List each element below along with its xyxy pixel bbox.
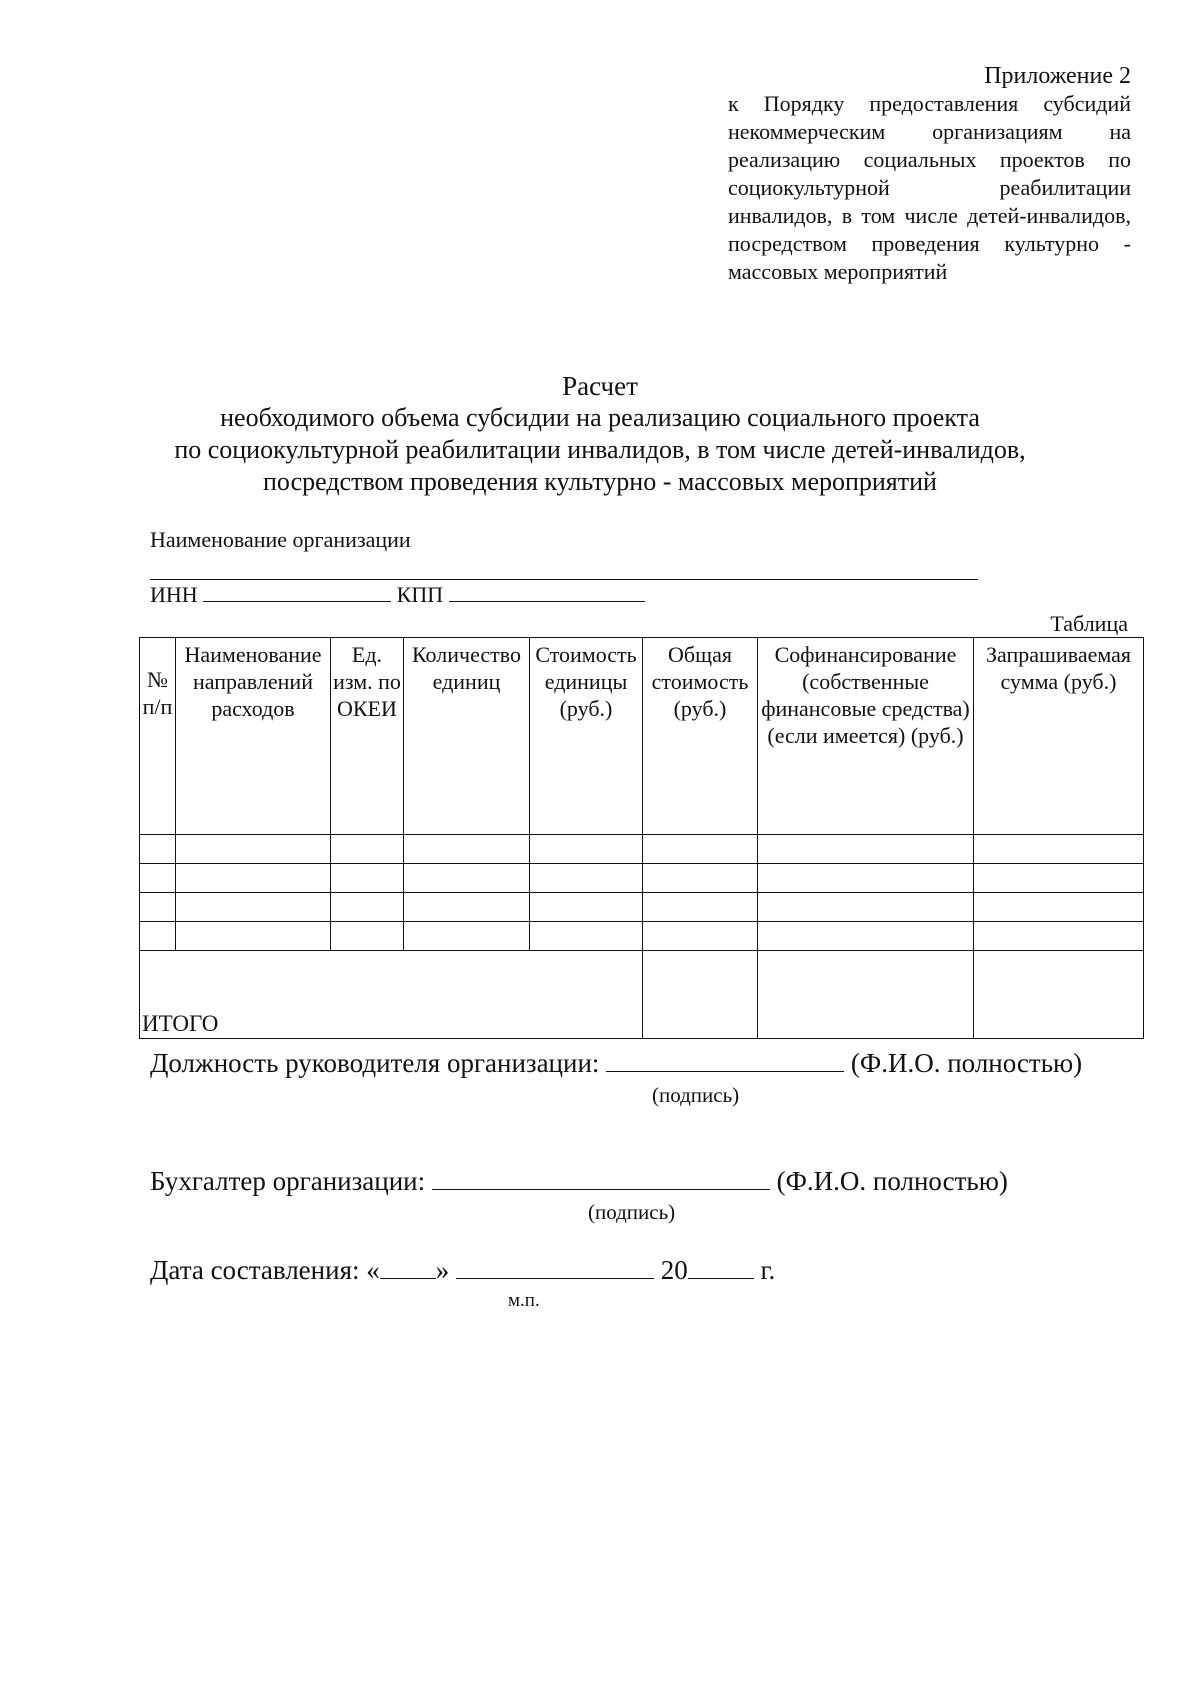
accountant-label: Бухгалтер организации:	[150, 1166, 426, 1196]
table-cell[interactable]	[176, 864, 331, 893]
total-cost-cell[interactable]	[643, 951, 758, 1039]
table-cell[interactable]	[974, 864, 1144, 893]
header-unit-cost: Стоимость единицы (руб.)	[530, 638, 643, 835]
head-signature-blank	[606, 1070, 844, 1072]
date-label: Дата составления: «	[150, 1255, 380, 1285]
year-prefix: 20	[660, 1255, 688, 1285]
expense-table	[139, 637, 1144, 1039]
header-requested-amount: Запрашиваемая сумма (руб.)	[974, 638, 1144, 835]
year-blank	[688, 1277, 754, 1279]
table-row	[140, 864, 1144, 893]
head-signature-hint: (подпись)	[652, 1083, 740, 1107]
table-cell[interactable]	[643, 922, 758, 951]
head-signature-line	[150, 1048, 1082, 1079]
title-line-1: Расчет	[562, 371, 638, 401]
table-cell[interactable]	[176, 893, 331, 922]
date-line	[150, 1255, 775, 1286]
table-cell[interactable]	[530, 835, 643, 864]
month-blank	[456, 1277, 654, 1279]
total-cofinancing-cell[interactable]	[758, 951, 974, 1039]
table-row	[140, 835, 1144, 864]
table-cell[interactable]	[404, 835, 530, 864]
header-number: № п/п	[140, 638, 176, 835]
table-cell[interactable]	[974, 835, 1144, 864]
table-cell[interactable]	[530, 922, 643, 951]
accountant-name-suffix: (Ф.И.О. полностью)	[776, 1166, 1008, 1196]
accountant-signature-hint: (подпись)	[588, 1200, 676, 1224]
stamp-hint: м.п.	[508, 1290, 540, 1311]
appendix-header	[728, 62, 1131, 286]
org-name-label: Наименование организации	[150, 527, 411, 552]
header-unit: Ед. изм. по ОКЕИ	[331, 638, 404, 835]
accountant-signature-line	[150, 1166, 1008, 1197]
title-line-2: необходимого объема субсидии на реализацию социального проекта	[220, 403, 980, 432]
table-cell[interactable]	[974, 922, 1144, 951]
inn-blank	[203, 600, 391, 602]
document-title	[120, 370, 1080, 498]
table-cell[interactable]	[643, 835, 758, 864]
table-cell[interactable]	[758, 835, 974, 864]
table-cell[interactable]	[404, 893, 530, 922]
accountant-signature-blank	[432, 1188, 770, 1190]
kpp-label: КПП	[396, 582, 444, 607]
tax-ids-row	[150, 582, 645, 608]
table-row	[140, 922, 1144, 951]
head-position-label: Должность руководителя организации:	[150, 1048, 600, 1078]
header-cofinancing: Софинансирование (собственные финансовые средства) (если имеется) (руб.)	[758, 638, 974, 835]
total-label: ИТОГО	[140, 951, 643, 1039]
table-cell[interactable]	[530, 864, 643, 893]
table-label: Таблица	[1050, 611, 1128, 636]
table-cell[interactable]	[176, 835, 331, 864]
header-quantity: Количество единиц	[404, 638, 530, 835]
appendix-body: к Порядку предоставления субсидий некоммерческим организациям на реализацию социальных проектов по социокультурной реабилитации инвалидов, в том числе детей-инвалидов, посредством проведения культурно - массовых мероприятий	[728, 91, 1131, 284]
table-cell[interactable]	[404, 922, 530, 951]
total-requested-cell[interactable]	[974, 951, 1144, 1039]
table-row	[140, 893, 1144, 922]
table-header-row	[140, 638, 1144, 835]
year-suffix: г.	[760, 1255, 776, 1285]
table-cell[interactable]	[643, 864, 758, 893]
table-cell[interactable]	[331, 922, 404, 951]
table-cell[interactable]	[140, 893, 176, 922]
date-close-quote: »	[435, 1255, 450, 1285]
table-cell[interactable]	[758, 893, 974, 922]
table-cell[interactable]	[140, 864, 176, 893]
table-total-row	[140, 951, 1144, 1039]
table-cell[interactable]	[758, 922, 974, 951]
table-cell[interactable]	[176, 922, 331, 951]
table-cell[interactable]	[331, 835, 404, 864]
table-cell[interactable]	[331, 864, 404, 893]
day-blank	[380, 1277, 436, 1279]
title-line-3: по социокультурной реабилитации инвалидов, в том числе детей-инвалидов,	[174, 435, 1026, 464]
table-cell[interactable]	[974, 893, 1144, 922]
table-cell[interactable]	[530, 893, 643, 922]
header-total-cost: Общая стоимость (руб.)	[643, 638, 758, 835]
inn-label: ИНН	[150, 582, 198, 607]
header-expense-name: Наименование направлений расходов	[176, 638, 331, 835]
table-cell[interactable]	[404, 864, 530, 893]
table-cell[interactable]	[331, 893, 404, 922]
table-cell[interactable]	[758, 864, 974, 893]
title-line-4: посредством проведения культурно - массовых мероприятий	[263, 467, 937, 496]
table-cell[interactable]	[643, 893, 758, 922]
table-cell[interactable]	[140, 835, 176, 864]
kpp-blank	[449, 600, 645, 602]
table-cell[interactable]	[140, 922, 176, 951]
appendix-title: Приложение 2	[984, 63, 1131, 89]
org-name-line	[150, 579, 978, 580]
head-name-suffix: (Ф.И.О. полностью)	[850, 1048, 1083, 1078]
